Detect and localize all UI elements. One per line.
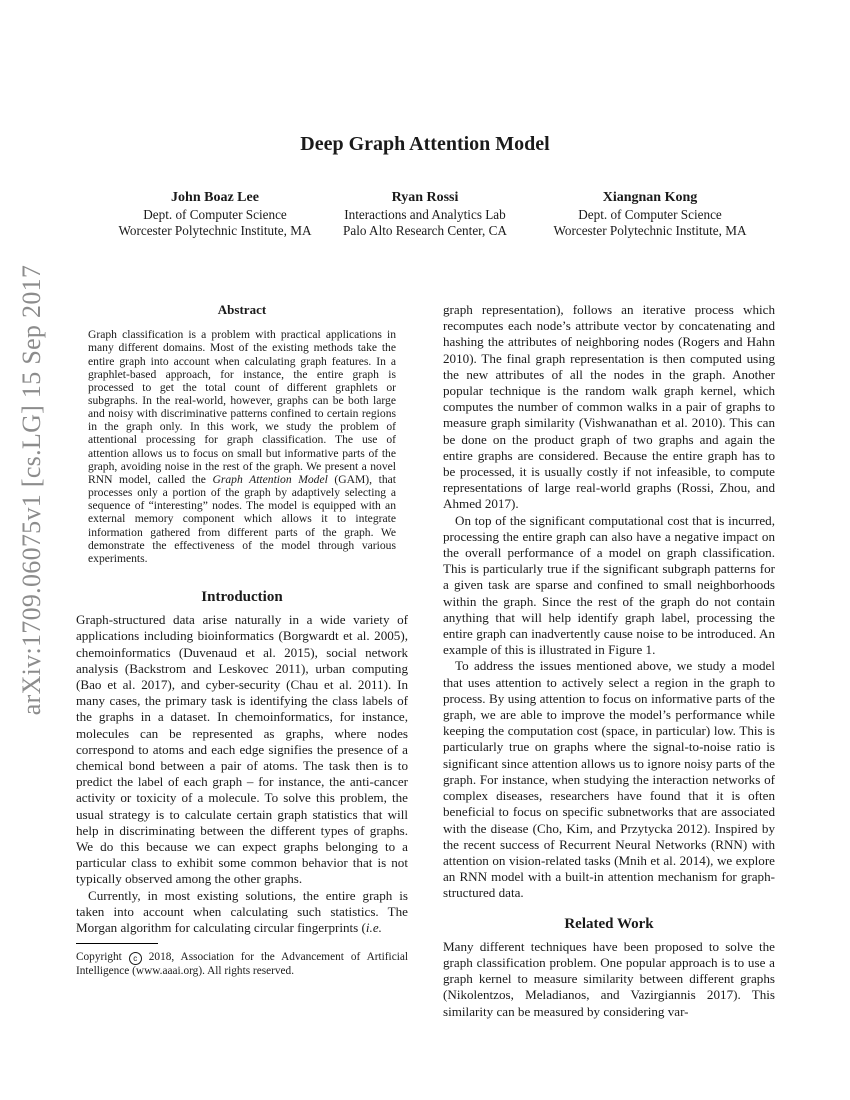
author-institution: Worcester Polytechnic Institute, MA: [553, 223, 747, 238]
footnote-text: 2018, Association for the Advancement of Artificial Intelligence (www.aaai.org). All rights reserved.: [76, 951, 409, 977]
intro-paragraph-1: Graph-structured data arise naturally in a wide variety of applications including bioinformatics (Borgwardt et al. 2005), chemoinformatics (Duvenaud et al. 2015), social network analysis (Backstrom and Leskovec 2011), urban computing (Bao et al. 2017), and cyber-security (Chau et al. 2011). In many cases, the primary task is identifying the class labels of the graphs in a dataset. In chemoinformatics, for instance, molecules can be represented as graphs, where nodes correspond to atoms and each edge signifies the presence of a chemical bond between a pair of atoms. The task then is to predict the label of each graph – for instance, the anti-cancer activity or toxicity of a molecule. To solve this problem, the usual strategy is to calculate certain graph statistics that will help in discriminating between the different types of graphs. We do this because we can expect graphs belonging to a particular class to exhibit some common behavior that is not typically observed among the other graphs.: [76, 612, 408, 887]
copyright-footnote: [76, 951, 408, 978]
paper-title: Deep Graph Attention Model: [300, 133, 550, 155]
copyright-icon: c: [129, 952, 142, 965]
abstract-text: [88, 328, 396, 565]
right-column: [443, 302, 775, 1020]
abstract-text-part: Graph classification is a problem with practical applications in many different domains. Most of the existing methods take the entire graph into account when calculating graph features. In a graphlet-based approach, for instance, the entire graph is processed to get the total count of different graphlets or subgraphs. In the real-world, however, graphs can be both large and noisy with discriminative patterns confined to certain regions in the graph only. In this work, we study the problem of attentional processing for graph classification. The use of attention allows us to focus on small but informative parts of the graph, avoiding noise in the rest of the graph. We present a novel RNN model, called the: [88, 328, 396, 486]
author-name: Ryan Rossi: [391, 190, 459, 205]
author-dept: Interactions and Analytics Lab: [344, 207, 506, 222]
author-block: [0, 189, 850, 244]
author-name: John Boaz Lee: [171, 190, 259, 205]
intro-paragraph-2-italic: i.e.: [365, 920, 382, 936]
author-institution: Palo Alto Research Center, CA: [343, 223, 507, 238]
introduction-heading: Introduction: [201, 589, 283, 606]
abstract-model-name: Graph Attention Model: [212, 472, 328, 486]
arxiv-sidebar: [2, 264, 62, 716]
author-dept: Dept. of Computer Science: [578, 207, 722, 222]
intro-paragraph-2-text: Currently, in most existing solutions, the entire graph is taken into account when calculating such statistics. The Morgan algorithm for calculating circular fingerprints (: [76, 887, 408, 936]
related-work-paragraph-1: Many different techniques have been proposed to solve the graph classification problem. One popular approach is to use a graph kernel to measure similarity between different graphs (Nikolentzos, Meladianos, and Vazirgiannis 2017). This similarity can be measured by considering var-: [443, 938, 775, 1019]
author-3: [524, 189, 776, 239]
abstract-heading: Abstract: [217, 302, 267, 317]
abstract-text-part: (GAM), that processes only a portion of the graph by adaptively selecting a sequence of “interesting” nodes. The model is equipped with an external memory component which allows it to integrate information gathered from different parts of the graph. We demonstrate the effectiveness of the model through various experiments.: [88, 472, 397, 565]
intro-paragraph-5: To address the issues mentioned above, we study a model that uses attention to actively select a region in the graph to process. By using attention to focus on informative parts of the graph, we are able to improve the model’s performance while keeping the computation cost (space, in particular) low. This is particularly true on graphs where the signal-to-noise ratio is significant since attention allows us to ignore noisy parts of the graph. For instance, when studying the interaction networks of complex diseases, researchers have found that it is often beneficial to focus on specific subnetworks that are associated with the disease (Cho, Kim, and Przytycka 2012). Inspired by the recent success of Recurrent Neural Networks (RNN) with attention on vision-related tasks (Mnih et al. 2014), we explore an RNN model with a built-in attention mechanism for graph-structured data.: [443, 658, 775, 901]
left-column: [76, 302, 408, 936]
author-name: Xiangnan Kong: [602, 190, 698, 205]
author-2: [300, 189, 550, 239]
author-dept: Dept. of Computer Science: [143, 207, 287, 222]
related-work-heading: Related Work: [564, 915, 654, 932]
intro-paragraph-2: [76, 888, 408, 937]
author-institution: Worcester Polytechnic Institute, MA: [118, 223, 312, 238]
footnote-text: Copyright: [76, 951, 129, 963]
footnote-divider: [76, 943, 158, 944]
arxiv-identifier: arXiv:1709.06075v1 [cs.LG] 15 Sep 2017: [17, 264, 46, 716]
intro-paragraph-4: On top of the significant computational cost that is incurred, processing the entire graph can also have a negative impact on the overall performance of a model on graph classification. This is particularly true if the significant subgraph patterns for a given task are sparse and confined to small neighborhoods within the graph. Since the rest of the graph do not contain anything that will help identify graph label, processing the entire graph can inadvertently cause noise to be introduced. An example of this is illustrated in Figure 1.: [443, 512, 775, 658]
intro-paragraph-3: graph representation), follows an iterative process which recomputes each node’s attribute vector by concatenating and hashing the attributes of neighboring nodes (Rogers and Hahn 2010). The final graph representation is then computed using the new attributes of all the nodes in the graph. Another popular technique is the random walk graph kernel, which computes the number of common walks in a pair of graphs to measure graph similarity (Vishwanathan et al. 2010). This can be done on the product graph of two graphs and again the entire graphs are considered. Because the entire graph has to be processed, it is usually costly if not infeasible, to compute representations of large real-world graphs (Rossi, Zhou, and Ahmed 2017).: [443, 302, 775, 512]
